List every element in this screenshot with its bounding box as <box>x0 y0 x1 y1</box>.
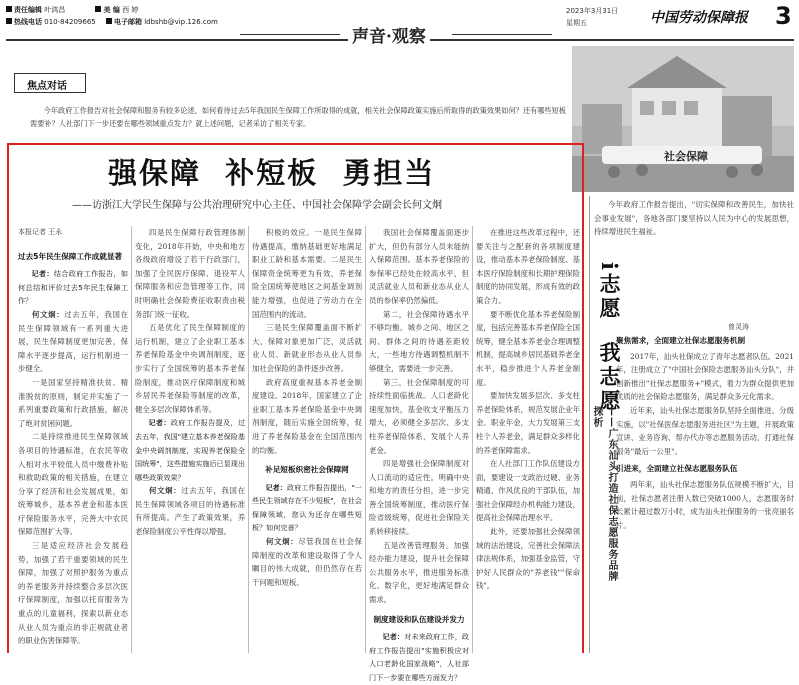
paragraph: 要不断优化基本养老保险制度，包括完善基本养老保险全国统筹，健全基本养老金合理调整机制，提高城乡居民基础养老金水平，稳步推进个人养老金制度。 <box>476 309 580 387</box>
lead-paragraph <box>30 104 566 134</box>
email-label: 电子邮箱 <box>113 18 142 26</box>
paragraph: 2017年，汕头社保成立了青年志愿者队伍。2021年，注册成立了"中国社会保险志愿服务汕头分队"，并创新推出"社保志愿服务+"模式，着力为群众提供更加优质的社会保险志愿服务，满足群众多元化需求。 <box>616 351 794 402</box>
paragraph: 二是持续推进民生保障领域各项目的待遇标准，在农民等收入相对水平较低人员中缴费补贴和救助政策的相关措施，在建立分享了经济和社会发展成果，如统筹城乡，基本养老金和基本医疗保险服务水平，完善大中农民保障范围扩大等。 <box>18 432 128 537</box>
article-column-1 <box>18 226 128 653</box>
article-column-3 <box>252 226 362 653</box>
paper-name: 中国劳动保障报 <box>650 10 748 26</box>
date-line <box>566 5 646 29</box>
question-text: 政府工作报告提出，"一些民生领域存在不少短板"，在社会保障领域，您认为还存在哪些短板？如何完善？ <box>252 482 363 533</box>
editor-marker-icon <box>6 6 12 12</box>
section-title-right-rule <box>452 34 552 35</box>
side-heading-team: 引进来，全面建立社保志愿服务队伍 <box>616 464 738 474</box>
focus-tag-label: 焦点对话 <box>27 81 67 92</box>
lead-text: 今年政府工作报告对社会保障和服务有较多论述，如何看待过去5年我国民生保障工作所取得的成就，相关社会保障政策实施后所取得的政策效果如何？还有哪些短板需要补？人社部门下一步还要在哪些领域重点发力？就上述问题，记者采访了相关专家。 <box>30 106 566 128</box>
subheadline: ——访浙江大学民生保障与公共治理研究中心主任、中国社会保障学会副会长何文炯 <box>72 200 442 211</box>
answer-text: 过去五年，我国在民生保障领域各项目的待遇标准有所提高。产生了政策效果，养老保险制度公平性得以增强。 <box>135 486 245 537</box>
side-intro <box>594 198 794 260</box>
interviewee-label: 何文炯： <box>32 309 65 319</box>
paragraph: 四是民生保障行政管理体制变化，2018年开始，中央和地方各级政府增设了若干行政部门，加强了全民医疗保障、退役军人保障服务和应急管理等工作，同时明确社会保险费征收职责由税务部门统一征收。 <box>135 228 245 319</box>
paragraph: 近年来，汕头社保志愿服务队坚持全面推进、分级实施，以"社保医保志愿服务进社区"为主题，开展政策宣讲、业务咨询、帮办代办等志愿服务活动，打通社保服务"最后一公里"。 <box>616 405 794 456</box>
article-column-2 <box>135 226 245 653</box>
headline: 强保障 补短板 勇担当 <box>108 156 436 190</box>
answer-text: 过去五年，我国在民生保障领域有一系列重大进展，民生保障制度更加完善，保障水平逐步提高，运行机制进一步健全。 <box>18 309 128 374</box>
paragraph: 第二，社会保障待遇水平不够均衡。城乡之间、地区之间、群体之间的待遇差距较大，一些地方待遇调整机制不够健全，需要进一步完善。 <box>369 309 469 373</box>
paragraph: 政府高度重视基本养老金制度建设。2018年，国家建立了企业职工基本养老保险基金中央调剂制度，随后实施全国统筹，促进了养老保险基金在全国范围内的均衡。 <box>252 377 362 455</box>
paragraph: 在人社部门工作队伍建设方面，要建设一支政治过硬、业务精通、作风优良的干部队伍，加强社会保障经办机构能力建设，提高社会保障治理水平。 <box>476 459 580 523</box>
article-column-5 <box>476 226 580 653</box>
interviewee-label: 何文炯： <box>266 537 299 547</box>
section-heading-capacity: 制度建设和队伍建设并发力 <box>373 614 465 624</box>
section-title: 声音·观察 <box>348 22 430 47</box>
issue-weekday: 星期五 <box>566 19 587 27</box>
side-subtitle: ——广东汕头打造社保志愿服务品牌探析 <box>591 406 617 582</box>
paragraph: 四是增强社会保障制度对人口流动的适应性。明确中央和地方的责任分担，进一步完善全国统筹制度，推动医疗保险省级统筹，促进社会保险关系转移接续。 <box>369 459 469 537</box>
phone-label: 热线电话 <box>14 18 42 26</box>
paragraph: 我国社会保障覆盖面逐步扩大，但仍有部分人员未能纳入保障范围。基本养老保险的参保率已经处在较高水平，但灵活就业人员和新业态从业人员的参保率仍然偏低。 <box>369 228 469 305</box>
side-heading-mechanism: 聚焦需求，全面建立社保志愿服务机制 <box>616 336 746 345</box>
banner-label: 社会保障 <box>664 150 708 163</box>
section-heading-shortcomings: 补足短板织密社会保障网 <box>265 465 349 475</box>
section-title-left-rule <box>240 34 340 35</box>
masthead-credits <box>6 4 236 34</box>
reporter-label: 记者： <box>31 269 54 279</box>
phone-number: 010-84209665 <box>44 18 96 26</box>
phone-marker-icon <box>6 18 12 24</box>
designer-label: 美 编 <box>103 6 120 14</box>
question-text: 结合政府工作报告，如何总结和评价过去5年民生保障工作？ <box>18 269 129 306</box>
side-intro-text: 今年政府工作报告提出，"切实保障和改善民生，加快社会事业发展"，各地各部门要坚持以人民为中心的发展思想，持续增进民生福祉。 <box>594 200 794 237</box>
paragraph: 五是优化了民生保障制度的运行机制，建立了企业职工基本养老保险基金中央调剂制度，逐步实行了全国统筹的基本养老保险制度，推动医疗保障制度和城乡居民养老保险等制度的改革，健全多层次保障体系等。 <box>135 323 245 414</box>
paragraph: 三是民生保障覆盖面不断扩大，保障对象更加广泛，灵活就业人员、新就业形态从业人员参加社会保险的条件逐步改善。 <box>252 323 362 373</box>
paragraph: 两年来，汕头社保志愿服务队伍规模不断扩大，目前，社保志愿者注册人数已突破1000人，志愿服务时长累计超过数万小时，成为汕头社保服务的一张亮丽名片。 <box>616 479 794 530</box>
designer-name: 西 婷 <box>122 6 139 14</box>
answer-text: 尽管我国在社会保障制度的改革和建设取得了令人瞩目的伟大成就，但仍然存在若干问题和短板。 <box>252 537 362 587</box>
issue-date: 2023年3月31日 <box>566 7 619 15</box>
section-title-bar <box>240 22 560 46</box>
email-marker-icon <box>106 18 112 24</box>
column-divider <box>472 226 473 653</box>
reporter-label: 记者： <box>148 418 171 428</box>
paragraph: 五是改善管理服务。加强经办能力建设，提升社会保障公共服务水平，推进服务标准化、数字化，更好地满足群众需求。 <box>369 540 469 605</box>
interviewee-label: 何文炯： <box>149 486 182 496</box>
social-security-banner-image <box>572 46 794 192</box>
side-body <box>616 334 794 653</box>
column-divider <box>248 226 249 653</box>
page-number: 3 <box>775 2 792 30</box>
column-divider <box>365 226 366 653</box>
paragraph: 积极的效应。一是民生保障待遇提高，缴纳基础更好地满足职业工龄和基本需要。二是民生保障资金统筹更为有效，养老保险全国统筹使地区之间基金调剂能力增强，也促进了劳动力在全国范围内的流动。 <box>252 228 362 319</box>
side-author: 曾灵涛 <box>728 323 749 331</box>
paragraph: 第三，社会保障制度的可持续性面临挑战。人口老龄化速度加快，基金收支平衡压力增大，必须健全多层次、多支柱养老保险体系，发展个人养老金。 <box>369 377 469 455</box>
column-divider <box>131 226 132 653</box>
byline: 本报记者 王永 <box>18 228 63 236</box>
paragraph: 要加快发展多层次、多支柱养老保险体系，规范发展企业年金、职业年金，大力发展第三支柱个人养老金，满足群众多样化的养老保障需求。 <box>476 391 580 455</box>
reporter-label: 记者： <box>382 632 405 642</box>
question-text: 政府工作报告提及，过去五年，我国"建立基本养老保险基金中央调剂制度，实现养老保险全国统筹"，这些措施实施后已显现出哪些政策效果？ <box>135 418 246 482</box>
editor-name: 叶鸿昌 <box>44 6 66 14</box>
email-address: ldbshb@vip.126.com <box>144 18 218 26</box>
paragraph: 三是适应经济社会发展趋势，加强了若干重要领域的民生保障，加强了对照护服务为重点的养老服务并持续整合多层次医疗保障制度，加强以托育服务为重点的儿童福利，探索以新业态从业人员为重点的非正规就业者的职业伤害保障等。 <box>18 541 128 646</box>
paragraph: 此外，还要加强社会保障领域的法治建设，完善社会保障法律法规体系，加强基金监管，守护好人民群众的"养老钱""保命钱"。 <box>476 527 580 591</box>
designer-marker-icon <box>95 6 101 12</box>
paragraph: 一是国家坚持精准扶贫、精准脱贫的原则，制定并实施了一系列重要政策和行政措施，解决了绝对贫困问题。 <box>18 377 128 428</box>
article-column-4 <box>369 226 470 682</box>
paragraph: 在推进这些改革过程中，还要关注与之配套的各项制度建设，推动基本养老保险制度、基本医疗保险制度和长期护理保险制度的协同发展，形成有效的政策合力。 <box>476 228 580 305</box>
section-heading-achievements: 过去5年民生保障工作成就显著 <box>18 251 123 261</box>
question-text: 对未来政府工作，政府工作报告提出"实施积极应对人口老龄化国家战略"，人社部门下一步要在哪些方面发力？ <box>369 632 470 682</box>
editor-label: 责任编辑 <box>14 6 42 14</box>
side-title: i志愿 我志愿 <box>597 262 622 414</box>
focus-tag <box>14 73 86 93</box>
banner-illustration <box>572 46 794 192</box>
reporter-label: 记者： <box>265 482 288 492</box>
